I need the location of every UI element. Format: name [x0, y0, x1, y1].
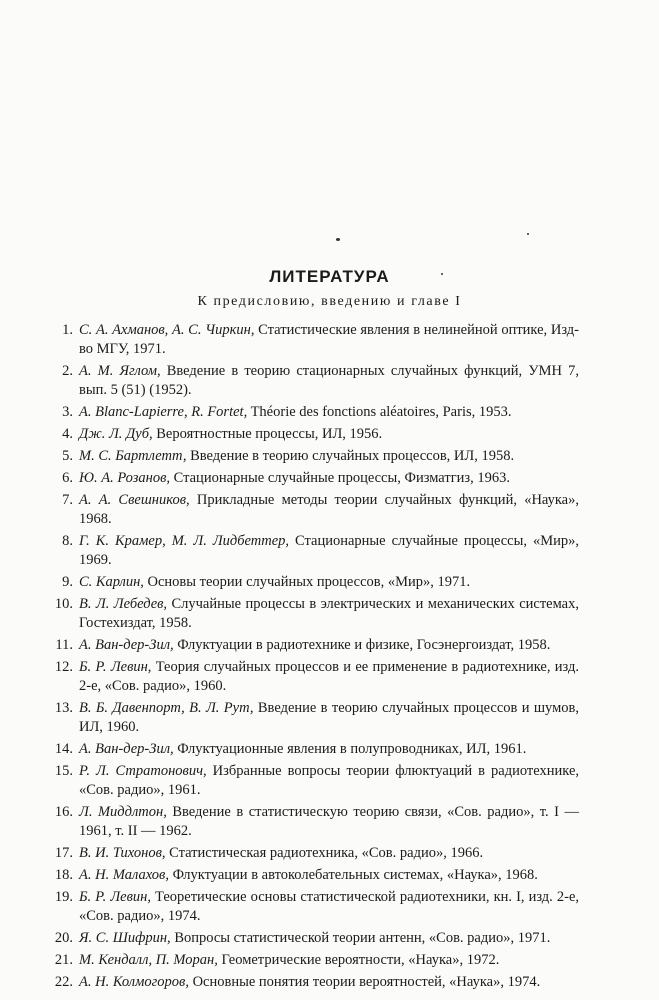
- reference-number: 4.: [62, 426, 73, 442]
- reference-body: [79, 403, 579, 422]
- reference-number: 2.: [62, 363, 73, 379]
- reference-authors: В. Л. Лебедев,: [79, 596, 168, 612]
- reference-body: [79, 362, 579, 400]
- reference-item: [46, 658, 579, 696]
- reference-number: 12.: [54, 659, 73, 675]
- reference-body: [79, 973, 579, 992]
- reference-number: 21.: [54, 952, 73, 968]
- reference-item: [46, 469, 579, 488]
- reference-body: [79, 699, 579, 737]
- reference-authors: Р. Л. Стратонович,: [79, 763, 207, 779]
- reference-number: 5.: [62, 448, 73, 464]
- reference-number: 16.: [54, 804, 73, 820]
- reference-authors: А. М. Яглом,: [79, 363, 161, 379]
- reference-item: [46, 573, 579, 592]
- reference-body: [79, 762, 579, 800]
- reference-number: 3.: [62, 404, 73, 420]
- reference-authors: Л. Миддлтон,: [79, 804, 167, 820]
- section-title: К предисловию, введению и главе I: [197, 294, 462, 309]
- reference-body: [79, 740, 579, 759]
- reference-text: Случайные процессы в электрических и механических системах, Гостехиздат, 1958.: [79, 596, 579, 631]
- reference-item: [46, 491, 579, 529]
- reference-authors: А. Ван-дер-Зил,: [79, 637, 174, 653]
- reference-number: 14.: [54, 741, 73, 757]
- reference-number: 19.: [54, 889, 73, 905]
- reference-body: [79, 951, 579, 970]
- page-title: ЛИТЕРАТУРА: [269, 267, 390, 287]
- reference-authors: М. С. Бартлетт,: [79, 448, 187, 464]
- reference-number: 13.: [54, 700, 73, 716]
- reference-body: [79, 469, 579, 488]
- reference-text: Избранные вопросы теории флюктуаций в радиотехнике, «Сов. радио», 1961.: [79, 763, 580, 798]
- reference-text: Вероятностные процессы, ИЛ, 1956.: [152, 426, 383, 442]
- reference-text: Флуктуации в радиотехнике и физике, Госэнергоиздат, 1958.: [173, 637, 551, 653]
- reference-text: Флуктуационные явления в полупроводниках, ИЛ, 1961.: [173, 741, 527, 757]
- reference-list: [46, 321, 579, 995]
- reference-item: [46, 929, 579, 948]
- reference-body: [79, 321, 579, 359]
- reference-body: [79, 491, 579, 529]
- print-speck: [336, 238, 340, 241]
- reference-text: Теоретические основы статистической радиотехники, кн. I, изд. 2-е, «Сов. радио», 1974.: [79, 889, 580, 924]
- reference-text: Статистическая радиотехника, «Сов. радио», 1966.: [165, 845, 484, 861]
- reference-text: Введение в статистическую теорию связи, «Сов. радио», т. I — 1961, т. II — 1962.: [79, 804, 579, 839]
- reference-authors: Дж. Л. Дуб,: [79, 426, 153, 442]
- reference-text: Флуктуации в автоколебательных системах, «Наука», 1968.: [168, 867, 538, 883]
- reference-item: [46, 321, 579, 359]
- reference-authors: Б. Р. Левин,: [79, 659, 152, 675]
- reference-body: [79, 595, 579, 633]
- reference-text: Стационарные случайные процессы, Физматгиз, 1963.: [170, 470, 511, 486]
- reference-text: Основы теории случайных процессов, «Мир», 1971.: [143, 574, 471, 590]
- reference-item: [46, 951, 579, 970]
- reference-text: Вопросы статистической теории антенн, «Сов. радио», 1971.: [170, 930, 551, 946]
- reference-text: Прикладные методы теории случайных функций, «Наука», 1968.: [79, 492, 579, 527]
- reference-body: [79, 803, 579, 841]
- reference-number: 20.: [54, 930, 73, 946]
- reference-number: 6.: [62, 470, 73, 486]
- reference-authors: А. Ван-дер-Зил,: [79, 741, 174, 757]
- reference-item: [46, 888, 579, 926]
- reference-authors: С. А. Ахманов, А. С. Чиркин,: [79, 322, 255, 338]
- reference-body: [79, 658, 579, 696]
- reference-text: Введение в теорию случайных процессов, ИЛ, 1958.: [186, 448, 515, 464]
- reference-number: 17.: [54, 845, 73, 861]
- reference-number: 11.: [55, 637, 73, 653]
- reference-authors: A. Blanc-Lapierre, R. Fortet,: [79, 404, 248, 420]
- reference-body: [79, 573, 579, 592]
- reference-text: Введение в теорию случайных процессов и шумов, ИЛ, 1960.: [79, 700, 579, 735]
- reference-number: 22.: [54, 974, 73, 990]
- reference-item: [46, 844, 579, 863]
- reference-item: [46, 425, 579, 444]
- reference-text: Статистические явления в нелинейной оптике, Изд-во МГУ, 1971.: [79, 322, 580, 357]
- reference-authors: В. Б. Давенпорт, В. Л. Рут,: [79, 700, 254, 716]
- reference-item: [46, 866, 579, 885]
- reference-item: [46, 447, 579, 466]
- reference-text: Теория случайных процессов и ее применение в радиотехнике, изд. 2-е, «Сов. радио», 1960.: [79, 659, 579, 694]
- reference-authors: Ю. А. Розанов,: [79, 470, 170, 486]
- reference-item: [46, 362, 579, 400]
- reference-item: [46, 973, 579, 992]
- reference-number: 7.: [62, 492, 73, 508]
- reference-body: [79, 532, 579, 570]
- reference-text: Стационарные случайные процессы, «Мир», 1969.: [79, 533, 580, 568]
- reference-body: [79, 425, 579, 444]
- reference-authors: А. Н. Колмогоров,: [79, 974, 189, 990]
- reference-item: [46, 532, 579, 570]
- reference-item: [46, 636, 579, 655]
- reference-item: [46, 699, 579, 737]
- reference-number: 8.: [62, 533, 73, 549]
- reference-number: 9.: [62, 574, 73, 590]
- reference-body: [79, 888, 579, 926]
- reference-text: Основные понятия теории вероятностей, «Наука», 1974.: [188, 974, 541, 990]
- reference-text: Введение в теорию стационарных случайных функций, УМН 7, вып. 5 (51) (1952).: [79, 363, 579, 398]
- reference-authors: М. Кендалл, П. Моран,: [79, 952, 218, 968]
- reference-body: [79, 929, 579, 948]
- reference-number: 18.: [54, 867, 73, 883]
- reference-text: Théorie des fonctions aléatoires, Paris, 1953.: [247, 404, 512, 420]
- reference-authors: Б. Р. Левин,: [79, 889, 151, 905]
- reference-authors: А. А. Свешников,: [79, 492, 190, 508]
- reference-authors: Я. С. Шифрин,: [79, 930, 171, 946]
- reference-item: [46, 740, 579, 759]
- reference-body: [79, 636, 579, 655]
- reference-item: [46, 762, 579, 800]
- reference-item: [46, 403, 579, 422]
- reference-text: Геометрические вероятности, «Наука», 1972.: [217, 952, 500, 968]
- reference-body: [79, 447, 579, 466]
- reference-item: [46, 595, 579, 633]
- reference-body: [79, 844, 579, 863]
- reference-authors: Г. К. Крамер, М. Л. Лидбеттер,: [79, 533, 290, 549]
- print-speck: [527, 233, 529, 235]
- reference-number: 15.: [54, 763, 73, 779]
- reference-authors: В. И. Тихонов,: [79, 845, 166, 861]
- reference-number: 1.: [62, 322, 73, 338]
- reference-number: 10.: [54, 596, 73, 612]
- reference-authors: А. Н. Малахов,: [79, 867, 169, 883]
- reference-body: [79, 866, 579, 885]
- reference-authors: С. Карлин,: [79, 574, 144, 590]
- reference-item: [46, 803, 579, 841]
